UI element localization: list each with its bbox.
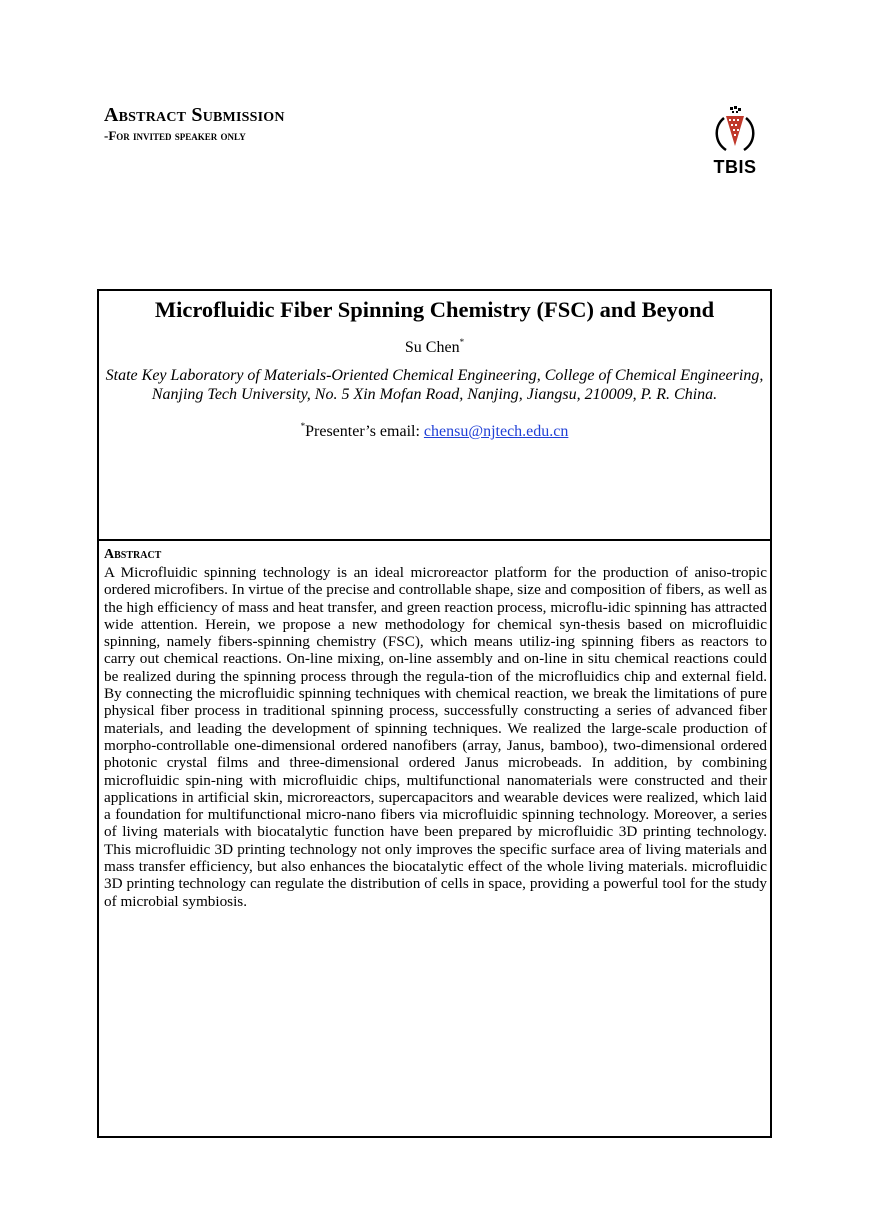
email-mark: * <box>300 421 306 431</box>
author-name: Su Chen <box>404 339 460 356</box>
header-subtitle: -For invited speaker only <box>104 128 246 143</box>
abstract-box <box>97 539 772 1138</box>
tbis-logo-icon <box>706 104 764 158</box>
title-box <box>97 289 772 541</box>
author-mark: * <box>459 337 465 347</box>
logo-text: TBIS <box>713 157 757 177</box>
abstract-heading: Abstract <box>104 547 162 562</box>
email-link[interactable]: chensu@njtech.edu.cn <box>423 423 569 440</box>
email-label: Presenter’s email: <box>305 423 424 440</box>
author-line <box>99 339 770 357</box>
header-title: Abstract Submission <box>104 104 285 126</box>
paper-title: Microfluidic Fiber Spinning Chemistry (FSC) and Beyond <box>154 297 715 322</box>
tbis-logo <box>706 104 764 178</box>
affiliation: State Key Laboratory of Materials-Oriented Chemical Engineering, College of Chemical Engineering, Nanjing Tech University, No. 5 Xin Mofan Road, Nanjing, Jiangsu, 210009, P. R. China. <box>105 367 764 403</box>
abstract-body: A Microfluidic spinning technology is an ideal microreactor platform for the production of aniso-tropic ordered microfibers. In virtue of the precise and controllable shape, size and composition of fibers, as well as the high efficiency of mass and heat transfer, and green reaction process, microflu-idic spinning has attracted wide attention. Herein, we propose a new methodology for chemical syn-thesis based on microfluidic spinning, namely fibers-spinning chemistry (FSC), which means utiliz-ing spinning fibers as reactors to carry out chemical reactions. On-line mixing, on-line assembly and on-line in situ chemical reactions could be realized during the spinning process through the regula-tion of the microfluidics chip and external field. By connecting the microfluidic spinning techniques with chemical reaction, we break the limitations of pure physical fiber process in traditional spinning process, successfully constructing a series of advanced fiber materials, and leading the development of spinning techniques. We realized the large-scale production of morpho-controllable one-dimensional ordered nanofibers (array, Janus, bamboo), two-dimensional ordered photonic crystal films and three-dimensional ordered Janus microbeads. In addition, by combining microfluidic spin-ning with microfluidic chips, multifunctional nanomaterials were constructed and their applications in artificial skin, microreactors, supercapacitors and wearable devices were realized, which laid a foundation for multifunctional micro-nano fibers via microfluidic spinning technology. Moreover, a series of living materials with biocatalytic function have been prepared by microfluidic 3D printing technology. This microfluidic 3D printing technology not only improves the specific surface area of living materials and mass transfer efficiency, but also enhances the biocatalytic effect of the whole living materials. microfluidic 3D printing technology can regulate the distribution of cells in space, providing a powerful tool for the study of microbial symbiosis. <box>104 564 767 910</box>
email-line <box>99 423 770 441</box>
